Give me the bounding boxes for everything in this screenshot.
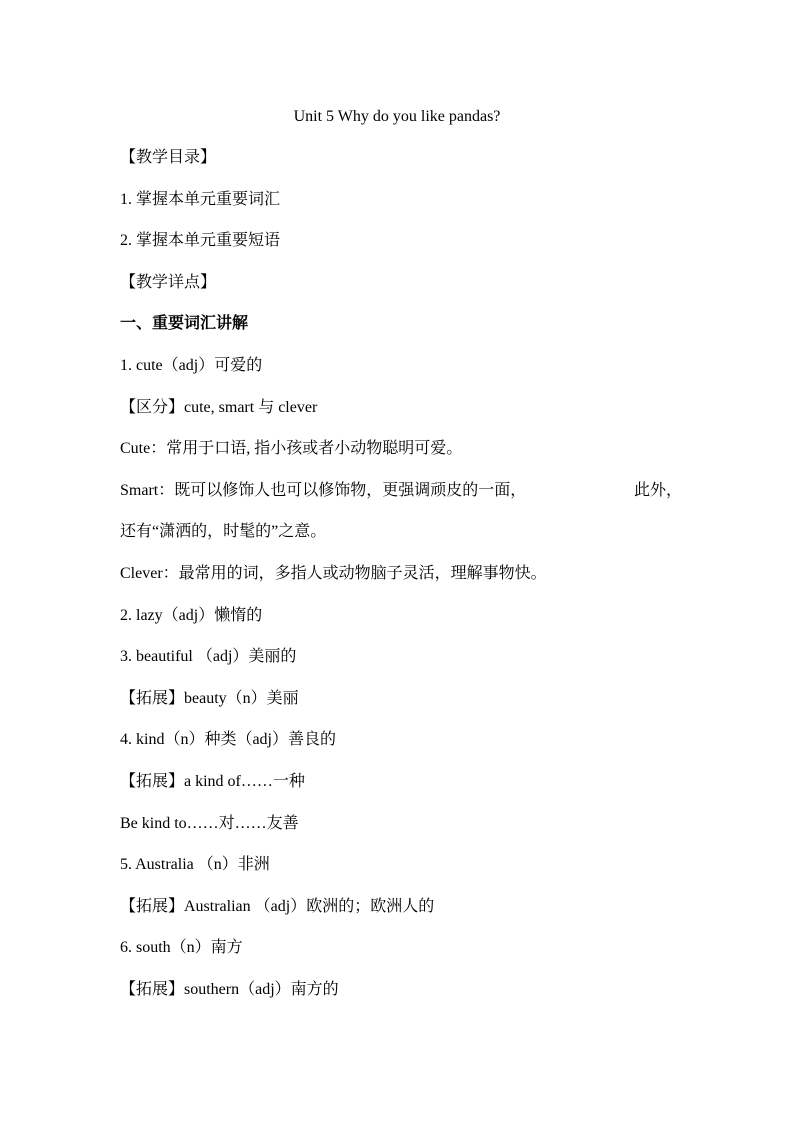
phrase-be-kind-to: Be kind to……对……友善 xyxy=(120,814,299,832)
extension-kind-of: 【拓展】a kind of……一种 xyxy=(120,772,305,790)
extension-southern: 【拓展】southern（adj）南方的 xyxy=(120,980,339,998)
document-body xyxy=(120,147,695,1020)
definition-clever: Clever：最常用的词，多指人或动物脑子灵活，理解事物快。 xyxy=(120,564,547,582)
goal-item-1: 1. 掌握本单元重要词汇 xyxy=(120,190,281,208)
section-heading-teaching-goals: 【教学目录】 xyxy=(120,149,217,166)
vocab-item-cute: 1. cute（adj）可爱的 xyxy=(120,356,263,374)
section-heading-teaching-details: 【教学详点】 xyxy=(120,273,217,291)
vocab-item-beautiful: 3. beautiful （adj）美丽的 xyxy=(120,648,297,666)
vocab-item-lazy: 2. lazy（adj）懒惰的 xyxy=(120,606,263,624)
goal-item-2: 2. 掌握本单元重要短语 xyxy=(120,232,281,250)
section-heading-vocabulary: 一、重要词汇讲解 xyxy=(120,315,249,333)
definition-smart-continued: 还有“潇洒的，时髦的”之意。 xyxy=(120,523,327,541)
definition-smart-tail: 此外， xyxy=(633,481,682,499)
vocab-item-kind: 4. kind（n）种类（adj）善良的 xyxy=(120,731,336,749)
vocab-item-south: 6. south（n）南方 xyxy=(120,939,243,957)
extension-australian: 【拓展】Australian （adj）欧洲的；欧洲人的 xyxy=(120,897,435,915)
compare-heading: 【区分】cute, smart 与 clever xyxy=(120,398,318,416)
definition-smart-text: Smart：既可以修饰人也可以修饰物，更强调顽皮的一面， xyxy=(120,481,527,499)
vocab-item-australia: 5. Australia （n）非洲 xyxy=(120,856,270,874)
extension-beauty: 【拓展】beauty（n）美丽 xyxy=(120,689,299,707)
definition-smart xyxy=(120,480,682,522)
document-title: Unit 5 Why do you like pandas? xyxy=(293,108,501,125)
definition-cute: Cute：常用于口语, 指小孩或者小动物聪明可爱。 xyxy=(120,440,463,458)
